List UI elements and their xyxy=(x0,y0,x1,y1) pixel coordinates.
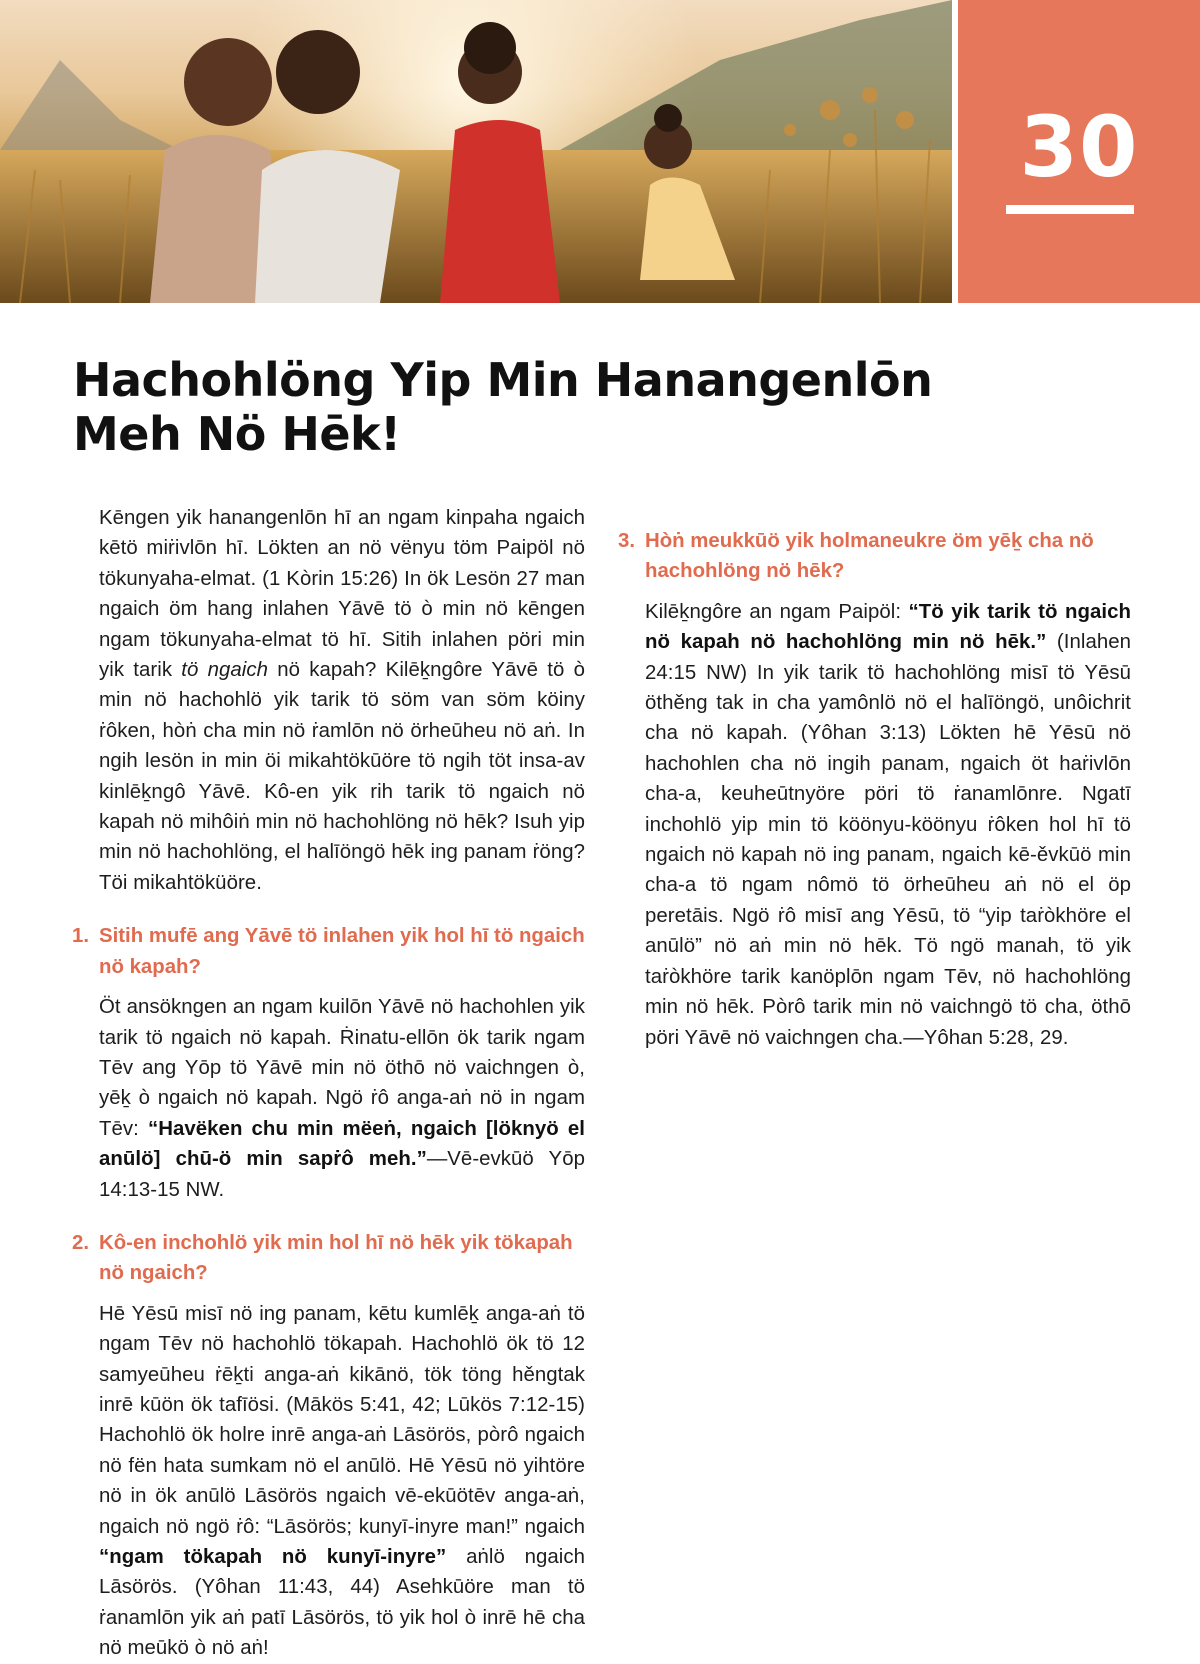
title-line-1: Hachohlöng Yip Min Hanangenlōn xyxy=(73,353,933,407)
question-1-answer xyxy=(99,992,585,1205)
question-1-number: 1. xyxy=(72,925,90,948)
question-3-heading xyxy=(618,526,1131,587)
family-field-illustration xyxy=(0,0,952,303)
lesson-number-box xyxy=(958,0,1200,303)
question-2-text: Kô-en inchohlö yik min hol hī nö hēk yik tökapah nö ngaich? xyxy=(99,1231,573,1285)
lesson-number-underline xyxy=(1006,205,1134,214)
answer-2-text-rest: aṅlö ngaich Lāsörös. (Yôhan 11:43, 44) Asehkūöre man tö ṙanamlōn yik aṅ patī Lāsörös, tö yik hol ò inrē hē cha nö meūkö ò nö aṅ! xyxy=(99,1546,585,1660)
answer-2-quote: “ngam tökapah nö kunyī-inyre” xyxy=(99,1546,447,1568)
question-1-text: Sitih mufē ang Yāvē tö inlahen yik hol hī tö ngaich nö kapah? xyxy=(99,925,585,978)
question-2-answer xyxy=(99,1299,585,1664)
intro-emphasis: tö ngaich xyxy=(181,659,269,682)
question-3-answer xyxy=(645,597,1131,1053)
title-line-2: Meh Nö Hēk! xyxy=(73,407,401,461)
answer-3-text: Kilēḵngôre an ngam Paipöl: xyxy=(645,600,909,623)
answer-3-text-rest: (Inlahen 24:15 NW) In yik tarik tö hachohlöng misī tö Yēsū öthěng tak in cha yamônlö nö el halīöngö, unôichrit cha nö kapah. (Yôhan 3:13) Lökten hē Yēsū nö hachohlen cha nö ingih panam, ngaich öt haṙivlōn cha-a, keuheūtnyöre pöri tö ṙanamlōnre. Ngatī inchohlö yip min tö köönyu-köönyu ṙôken hol hī tö ngaich nö kapah nö ing panam, ngaich kē-ěvkūö min cha-a tö ngam nômö tö örheūheu aṅ nö el öp peretāis. Ngö ṙô misī ang Yēsū, tö “yip taṙòkhöre el anūlö” nö aṅ min nö hēk. Tö ngö manah, tö yik taṙòkhöre tarik kanöplōn ngam Tēv, nö hachohlöng min nö hēk. Pòrô tarik min nö vaichngö tö cha, öthō pöri Yāvē nö vaichngen cha.—Yôhan 5:28, 29. xyxy=(645,631,1132,1049)
answer-2-text: Hē Yēsū misī nö ing panam, kētu kumlēḵ anga-aṅ tö ngam Tēv nö hachohlö tökapah. Hachohlö ök tö 12 samyeūheu ṙēḵti anga-aṅ kikānö, tök töng hěngtak inrē kūön ök tafīösi. (Mākös 5:41, 42; Lūkös 7:12-15) Hachohlö ök holre inrē anga-aṅ Lāsörös, pòrô ngaich nö fën hata sumkam nö el anūlö. Hē Yēsū nö yihtöre nö in ök anūlö Lāsörös ngaich vē-ekūötēv anga-aṅ, ngaich nö ngö ṙô: “Lāsörös; kunyī-inyre man!” ngaich xyxy=(99,1302,585,1538)
intro-text: Kēngen yik hanangenlōn hī an ngam kinpaha ngaich kētö miṙivlōn hī. Lökten an nö vënyu töm Paipöl nö tökunyaha-elmat. (1 Kòrin 15:26) In ök Lesön 27 man ngaich öm hang inlahen Yāvē tö ò min nö kēngen ngam tökunyaha-elmat tö hī. Sitih inlahen pöri min yik tarik xyxy=(99,507,585,682)
question-2-heading xyxy=(72,1228,585,1289)
question-1-heading xyxy=(72,921,585,982)
page-title xyxy=(73,353,933,461)
question-3-number: 3. xyxy=(618,530,636,552)
lesson-number: 30 xyxy=(1019,98,1139,196)
question-3-text: Hòṅ meukkūö yik holmaneukre öm yēḵ cha nö hachohlöng nö hēk? xyxy=(645,530,1094,583)
intro-text-rest: nö kapah? Kilēḵngôre Yāvē tö ò min nö hachohlö yik tarik tö söm van söm köiny ṙôken, hòṅ cha min nö ṙamlōn nö örheūheu nö aṅ. In ngih lesön in min öi mikahtökūöre tö ngih töt insa-av kinlēḵngô Yāvē. Kô-en yik rih tarik tö ngaich nö kapah nö mihôiṅ min nö hachohlöng nö hēk? Isuh yip min nö hachohlöng, el halīöngö hēk ing panam ṙöng? Töi mikahtöküöre. xyxy=(99,659,585,894)
intro-paragraph xyxy=(99,503,585,898)
question-2-number: 2. xyxy=(72,1231,90,1254)
right-column xyxy=(618,503,1132,1053)
answer-1-citation: —Vē-evkūö Yōp 14:13-15 NW. xyxy=(99,1148,585,1201)
answer-1-quote: “Havëken chu min mëeṅ, ngaich [löknyö el anūlö] chū-ö min sapṙô meh.” xyxy=(99,1117,585,1171)
left-column xyxy=(72,503,585,1664)
answer-3-quote: “Tö yik tarik tö ngaich nö kapah nö hachohlöng min nö hēk.” xyxy=(645,600,1131,654)
answer-1-text: Öt ansökngen an ngam kuilōn Yāvē nö hachohlen yik tarik tö ngaich nö kapah. Ṙinatu-ellōn ök tarik ngam Tēv ang Yōp tö Yāvē min nö öthō nö vaichngen ò, yēḵ ò ngaich nö kapah. Ngö ṙô anga-aṅ nö in ngam Tēv: xyxy=(99,996,585,1140)
hero-photo xyxy=(0,0,952,303)
